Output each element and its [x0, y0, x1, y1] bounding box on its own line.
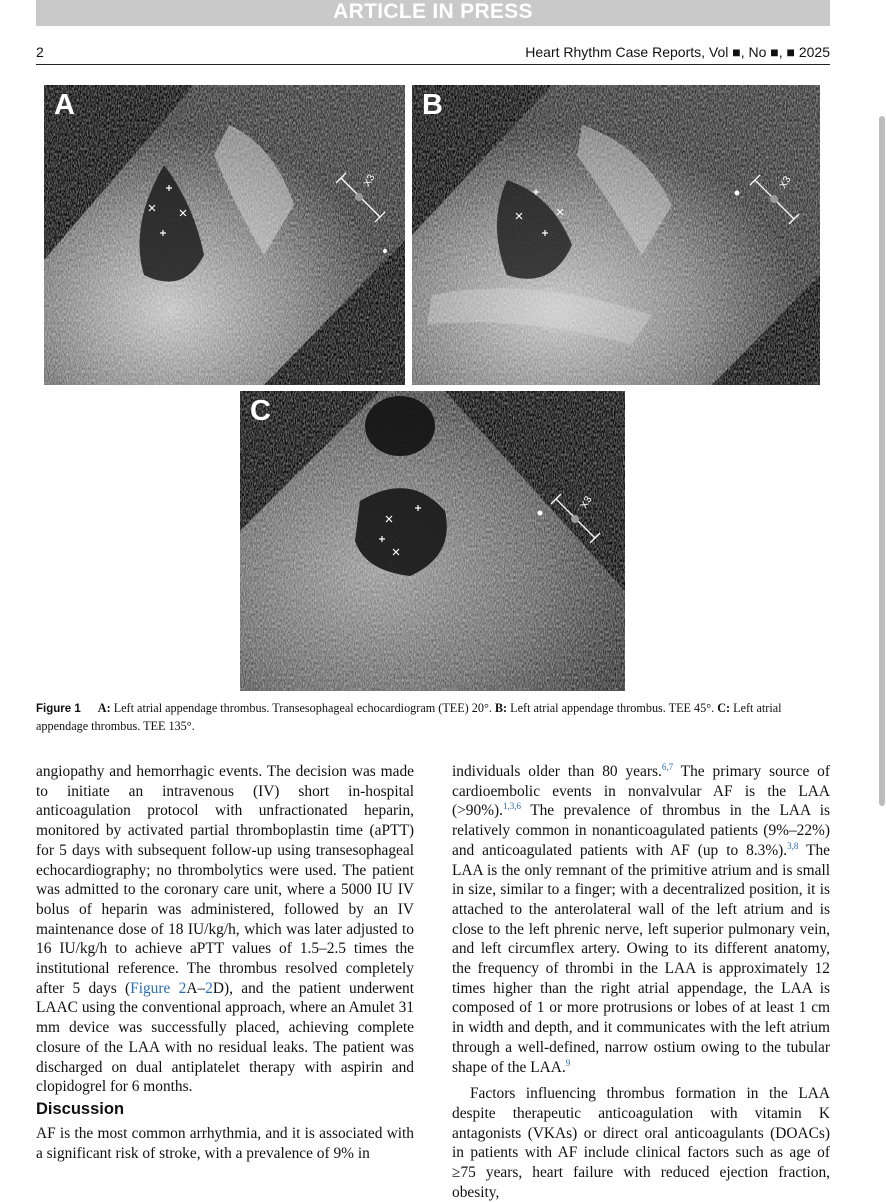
echo-image-c [240, 391, 625, 691]
echo-panel-b [412, 85, 820, 385]
caption-b-text: Left atrial appendage thrombus. TEE 45°. [510, 701, 715, 715]
left-column [36, 762, 414, 1097]
reference-3-8[interactable]: 3,8 [787, 840, 799, 851]
header-rule [36, 64, 830, 65]
figure-2d-link[interactable]: 2 [205, 979, 213, 997]
reference-1-3-6[interactable]: 1,3,6 [503, 801, 521, 812]
running-header [36, 44, 830, 64]
right-text-3: The prevalence of thrombus in the LAA is relatively common in nonanticoagulated patients (9%–22%) and anticoagulated patients with AF (up to 8.3%). [452, 802, 830, 859]
panel-label-b: B [422, 89, 443, 121]
echo-image-a [44, 85, 405, 385]
figure-label: Figure 1 [36, 703, 81, 715]
journal-citation: Heart Rhythm Case Reports, Vol ■, No ■, ■ 2025 [525, 44, 830, 60]
echo-panel-c [240, 391, 625, 691]
page-number: 2 [36, 44, 44, 60]
caption-b-label: B: [494, 701, 508, 715]
right-column [452, 762, 830, 1202]
figure-caption [36, 700, 830, 735]
caption-c-label: C: [717, 701, 731, 715]
left-text-range: A– [186, 979, 206, 997]
echo-panel-a [44, 85, 405, 385]
echo-image-b [412, 85, 820, 385]
right-paragraph-1 [452, 762, 830, 1077]
left-paragraph [36, 762, 414, 1097]
panel-label-a: A [54, 89, 75, 121]
left-text-1: angiopathy and hemorrhagic events. The decision was made to initiate an intravenous (IV) short in-hospital anticoagulation protocol with unfractionated heparin, monitored by activated partial thromboplastin time (aPTT) for 5 days with subsequent follow-up using transesophageal echocardiography; no thrombolytics were used. The patient was admitted to the coronary care unit, where a 5000 IU IV bolus of heparin was administered, followed by an IV maintenance dose of 18 IU/kg/h, which was later adjusted to 16 IU/kg/h to achieve aPTT values of 1.5–2.5 times the institutional reference. The thrombus resolved completely after 5 days ( [36, 763, 414, 997]
caption-a-label: A: [97, 701, 111, 715]
discussion-paragraph: AF is the most common arrhythmia, and it is associated with a significant risk of stroke, with a prevalence of 9% in [36, 1125, 414, 1162]
caption-c-text: Left atrial appendage thrombus. TEE 135°. [36, 701, 782, 733]
article-in-press-banner: ARTICLE IN PRESS [36, 0, 830, 26]
right-text-2: The primary source of cardioembolic events in nonvalvular AF is the LAA (>90%). [452, 763, 830, 820]
marker-label-c: X3 [578, 494, 595, 511]
panel-label-c: C [250, 395, 271, 427]
left-text-2: D), and the patient underwent LAAC using the conventional approach, where an Amulet 31 mm device was successfully placed, achieving complete closure of the LAA with no residual leaks. The patient was discharged on dual antiplatelet therapy with aspirin and clopidogrel for 6 months. [36, 979, 415, 1096]
reference-9[interactable]: 9 [565, 1057, 571, 1068]
figure-2-link[interactable]: Figure 2 [130, 979, 187, 997]
right-paragraph-2: Factors influencing thrombus formation in the LAA despite therapeutic anticoagulation with vitamin K antagonists (VKAs) or direct oral anticoagulants (DOACs) in patients with AF include clinical factors such as age of ≥75 years, heart failure with reduced ejection fraction, obesity, [452, 1085, 830, 1201]
caption-a-text: Left atrial appendage thrombus. Transesophageal echocardiogram (TEE) 20°. [113, 701, 492, 715]
discussion-heading: Discussion [36, 1100, 125, 1118]
marker-label-b: X3 [777, 174, 794, 191]
right-text-1: individuals older than 80 years. [452, 763, 662, 780]
marker-label-a: X3 [361, 172, 378, 189]
scrollbar[interactable] [879, 116, 885, 806]
reference-6-7[interactable]: 6,7 [661, 761, 674, 772]
right-text-4: The LAA is the only remnant of the primitive atrium and is small in size, similar to a finger; with a decentralized position, it is attached to the anterolateral wall of the left atrium and is close to the left phrenic nerve, left superior pulmonary vein, and left circumflex artery. Owing to its different anatomy, the frequency of thrombi in the LAA is approximately 12 times higher than the right atrial appendage, the LAA is composed of 1 or more protrusions or lobes of at least 1 cm in width and depth, and it communicates with the left atrium through a well-defined, narrow ostium owing to the tubular shape of the LAA. [452, 841, 831, 1076]
